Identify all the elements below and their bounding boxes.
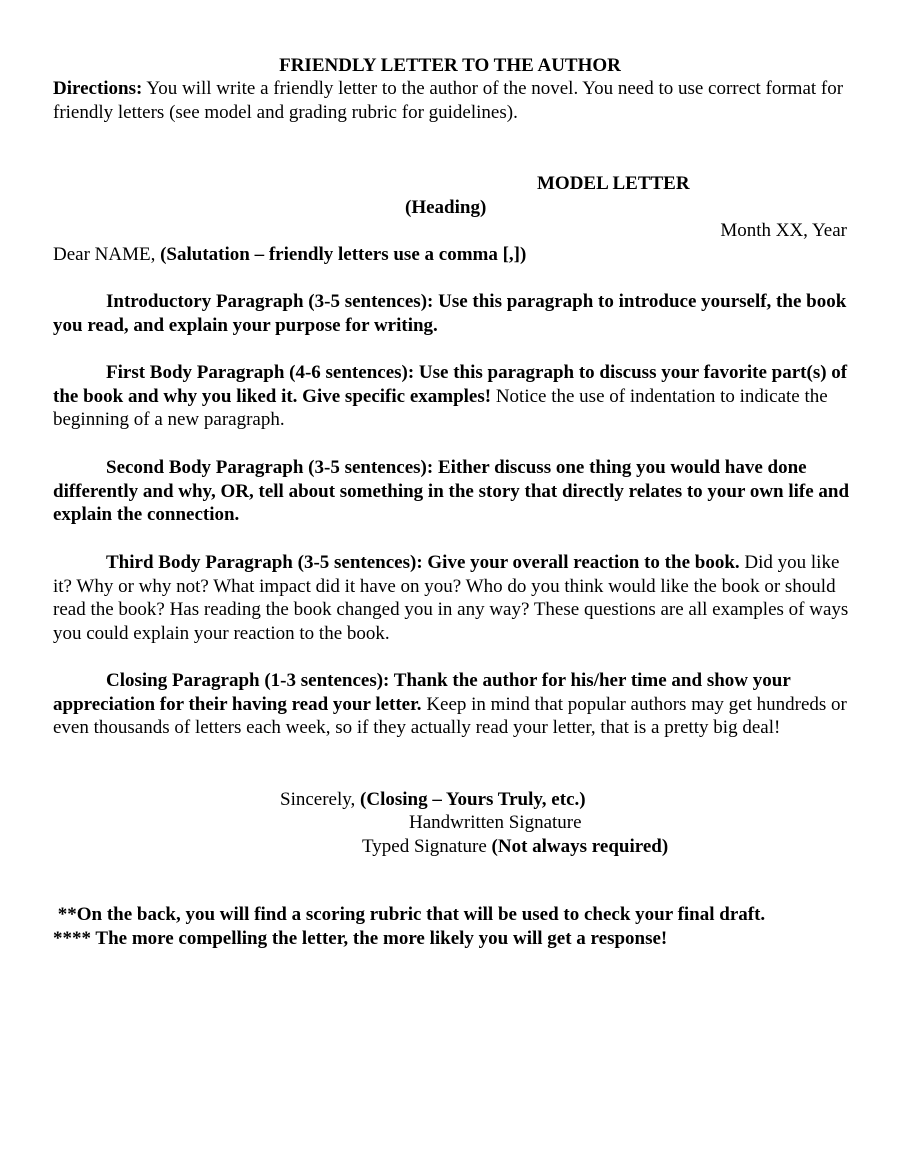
heading-label: (Heading) — [405, 197, 487, 218]
paragraph-third-bold: Third Body Paragraph (3-5 sentences): Give your overall reaction to the book. — [106, 552, 740, 573]
paragraph-intro-bold: Introductory Paragraph (3-5 sentences): Use this paragraph to introduce yourself, the book you read, and explain your purpose for writing. — [53, 291, 847, 336]
paragraph-first-bold: First Body Paragraph (4-6 sentences): Use this paragraph to discuss your favorite part(s) of the book and why you liked it. Give specific examples! — [53, 362, 848, 407]
paragraph-closing-bold: Closing Paragraph (1-3 sentences): Thank the author for his/her time and show your appreciation for their having read your letter. — [53, 670, 791, 715]
paragraph-second-bold: Second Body Paragraph (3-5 sentences): Either discuss one thing you would have done differently and why, OR, tell about something in the story that directly relates to your own life and explain the connection. — [53, 457, 850, 525]
footer-notes — [53, 903, 873, 950]
paragraph-second-body — [53, 456, 853, 527]
paragraph-closing — [53, 669, 853, 740]
paragraph-first-body — [53, 361, 853, 432]
paragraph-introductory — [53, 290, 853, 337]
directions-text: You will write a friendly letter to the author of the novel. You need to use correct format for friendly letters (see model and grading rubric for guidelines). — [53, 78, 844, 123]
closing-text: Sincerely, — [280, 789, 361, 810]
directions-label: Directions: — [53, 78, 143, 99]
model-letter-title: MODEL LETTER — [537, 173, 690, 194]
salutation-text: Dear NAME, — [53, 244, 161, 265]
typed-signature-note: (Not always required) — [491, 836, 669, 857]
handwritten-signature: Handwritten Signature — [409, 812, 582, 833]
page-title: FRIENDLY LETTER TO THE AUTHOR — [279, 55, 621, 76]
footer-line-2: **** The more compelling the letter, the more likely you will get a response! — [53, 927, 668, 949]
letter-date: Month XX, Year — [720, 220, 847, 241]
paragraph-first-text: Notice the use of indentation to indicate the beginning of a new paragraph. — [53, 385, 828, 430]
paragraph-closing-text: Keep in mind that popular authors may get hundreds or even thousands of letters each week, so if they actually read your letter, that is a pretty big deal! — [53, 693, 847, 738]
typed-signature — [362, 835, 668, 859]
typed-signature-text: Typed Signature — [362, 836, 492, 857]
directions — [53, 77, 853, 124]
salutation — [53, 243, 853, 267]
paragraph-third-text: Did you like it? Why or why not? What impact did it have on you? Who do you think would like the book or should read the book? Has reading the book changed you in any way? These questions are all examples of ways you could explain your reaction to the book. — [53, 552, 849, 644]
salutation-note: (Salutation – friendly letters use a comma [,]) — [160, 244, 527, 265]
paragraph-third-body — [53, 551, 853, 645]
letter-closing — [280, 788, 586, 812]
footer-line-1: **On the back, you will find a scoring rubric that will be used to check your final draft. — [53, 904, 766, 925]
closing-note: (Closing – Yours Truly, etc.) — [360, 789, 586, 810]
